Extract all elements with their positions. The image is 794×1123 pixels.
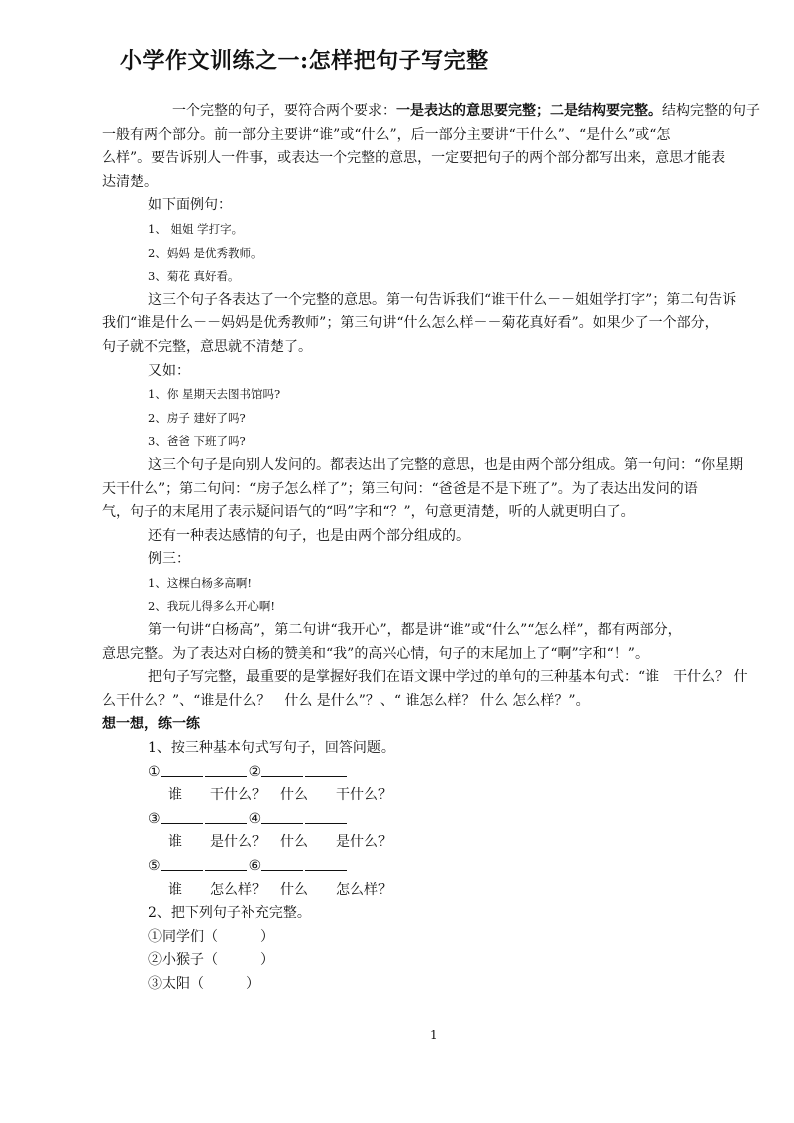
paragraph-line: 句子就不完整，意思就不清楚了。: [102, 338, 312, 355]
pattern-word: 什么: [280, 787, 308, 804]
answer-blank[interactable]: [205, 809, 247, 824]
paragraph-line: 么干什么？”、“谁是什么？ 什么 是什么”？、“ 谁怎么样？ 什么 怎么样？”。: [102, 692, 590, 709]
practice-question: 2、把下列句子补充完整。: [148, 905, 311, 922]
answer-blank[interactable]: [261, 856, 303, 871]
intro-text: 么样”。要告诉别人一件事，或表达一个完整的意思，一定要把句子的两个部分都写出来，意思才能表: [102, 150, 726, 167]
practice-question: 1、按三种基本句式写句子，回答问题。: [148, 740, 395, 757]
intro-text: 一般有两个部分。前一部分主要讲“谁”或“什么”，后一部分主要讲“干什么”、“是什么”或“怎: [102, 126, 671, 143]
pattern-row: [120, 879, 760, 903]
intro-bold-requirements: 一是表达的意思要完整；二是结构要完整。: [396, 103, 662, 119]
example-item: 1、这棵白杨多高啊!: [148, 575, 252, 590]
example-heading: 又如：: [148, 362, 190, 379]
document-body: [102, 100, 760, 997]
paragraph-line: 气，句子的末尾用了表示疑问语气的“吗”字和“？”，句意更清楚，听的人就更明白了。: [102, 504, 635, 521]
example-heading: 例三：: [148, 551, 190, 568]
pattern-word: 谁: [168, 787, 182, 804]
answer-blank[interactable]: [305, 856, 347, 871]
paragraph-line: 这三个句子是向别人发问的。都表达出了完整的意思，也是由两个部分组成。第一句问：“你星期: [148, 456, 744, 473]
answer-blank[interactable]: [261, 809, 303, 824]
page-title: 小学作文训练之一:怎样把句子写完整: [120, 48, 489, 74]
pattern-row: [120, 784, 760, 808]
intro-line: [120, 100, 760, 124]
pattern-word: 谁: [168, 834, 182, 851]
pattern-word: 什么: [280, 834, 308, 851]
answer-blank[interactable]: [261, 762, 303, 777]
answer-blank[interactable]: [305, 809, 347, 824]
example-item: 3、菊花 真好看。: [148, 269, 240, 284]
circled-number: ③: [148, 810, 161, 827]
intro-line: [102, 171, 760, 195]
practice-heading: 想一想，练一练: [102, 716, 200, 733]
fill-item[interactable]: ③太阳（ ）: [148, 975, 260, 992]
example-item: 2、房子 建好了吗?: [148, 410, 246, 425]
answer-blank[interactable]: [161, 856, 203, 871]
paragraph-line: 把句子写完整，最重要的是掌握好我们在语文课中学过的单句的三种基本句式：“谁 干什么？ 什: [148, 669, 748, 686]
paragraph-line: 我们“谁是什么－－妈妈是优秀教师”；第三句讲“什么怎么样－－菊花真好看”。如果少了一个部分，: [102, 315, 719, 332]
pattern-word: 是什么？: [210, 834, 266, 851]
circled-number: ④: [248, 810, 262, 827]
answer-blank[interactable]: [205, 762, 247, 777]
circled-number: ②: [248, 763, 262, 780]
pattern-word: 干什么？: [210, 787, 266, 804]
pattern-word: 干什么？: [336, 787, 392, 804]
answer-blank[interactable]: [161, 762, 203, 777]
intro-text: 一个完整的句子，要符合两个要求：: [172, 103, 396, 119]
pattern-word: 谁: [168, 881, 182, 898]
example-item: 2、妈妈 是优秀教师。: [148, 245, 263, 260]
paragraph-line: 第一句讲“白杨高”，第二句讲“我开心”，都是讲“谁”或“什么”“怎么样”，都有两部分，: [148, 622, 682, 639]
fill-item[interactable]: ②小猴子（ ）: [148, 952, 274, 969]
paragraph-line: 还有一种表达感情的句子，也是由两个部分组成的。: [148, 527, 470, 544]
pattern-word: 怎么样？: [336, 881, 392, 898]
intro-line: [102, 124, 760, 148]
pattern-word: 是什么？: [336, 834, 392, 851]
pattern-word: 什么: [280, 881, 308, 898]
pattern-word: 怎么样？: [210, 881, 266, 898]
intro-text: 结构完整的句子: [662, 103, 760, 119]
example-item: 2、我玩儿得多么开心啊!: [148, 599, 275, 614]
answer-blank[interactable]: [205, 856, 247, 871]
paragraph-line: 意思完整。为了表达对白杨的赞美和“我”的高兴心情，句子的末尾加上了“啊”字和“！”。: [102, 645, 649, 662]
example-item: 3、爸爸 下班了吗?: [148, 434, 246, 449]
answer-blank[interactable]: [305, 762, 347, 777]
circled-number: ⑥: [248, 858, 262, 874]
circled-number: ①: [148, 763, 161, 780]
blank-row: [120, 761, 760, 785]
fill-item[interactable]: ①同学们（ ）: [148, 928, 274, 945]
blank-row: [120, 855, 760, 879]
intro-line: [102, 147, 760, 171]
example-heading: 如下面例句：: [148, 197, 232, 214]
blank-row: [120, 808, 760, 832]
paragraph-line: 天干什么”；第二句问：“房子怎么样了”；第三句问：“爸爸是不是下班了”。为了表达出发问的语: [102, 480, 698, 497]
example-item: 1、你 星期天去图书馆吗?: [148, 387, 281, 402]
intro-text: 达清楚。: [102, 173, 158, 190]
circled-number: ⑤: [148, 858, 161, 874]
pattern-row: [120, 831, 760, 855]
example-item: 1、 姐姐 学打字。: [148, 221, 244, 236]
paragraph-line: 这三个句子各表达了一个完整的意思。第一句告诉我们“谁干什么－－姐姐学打字”；第二句告诉: [148, 291, 737, 308]
answer-blank[interactable]: [161, 809, 203, 824]
page-number: 1: [430, 1028, 438, 1042]
